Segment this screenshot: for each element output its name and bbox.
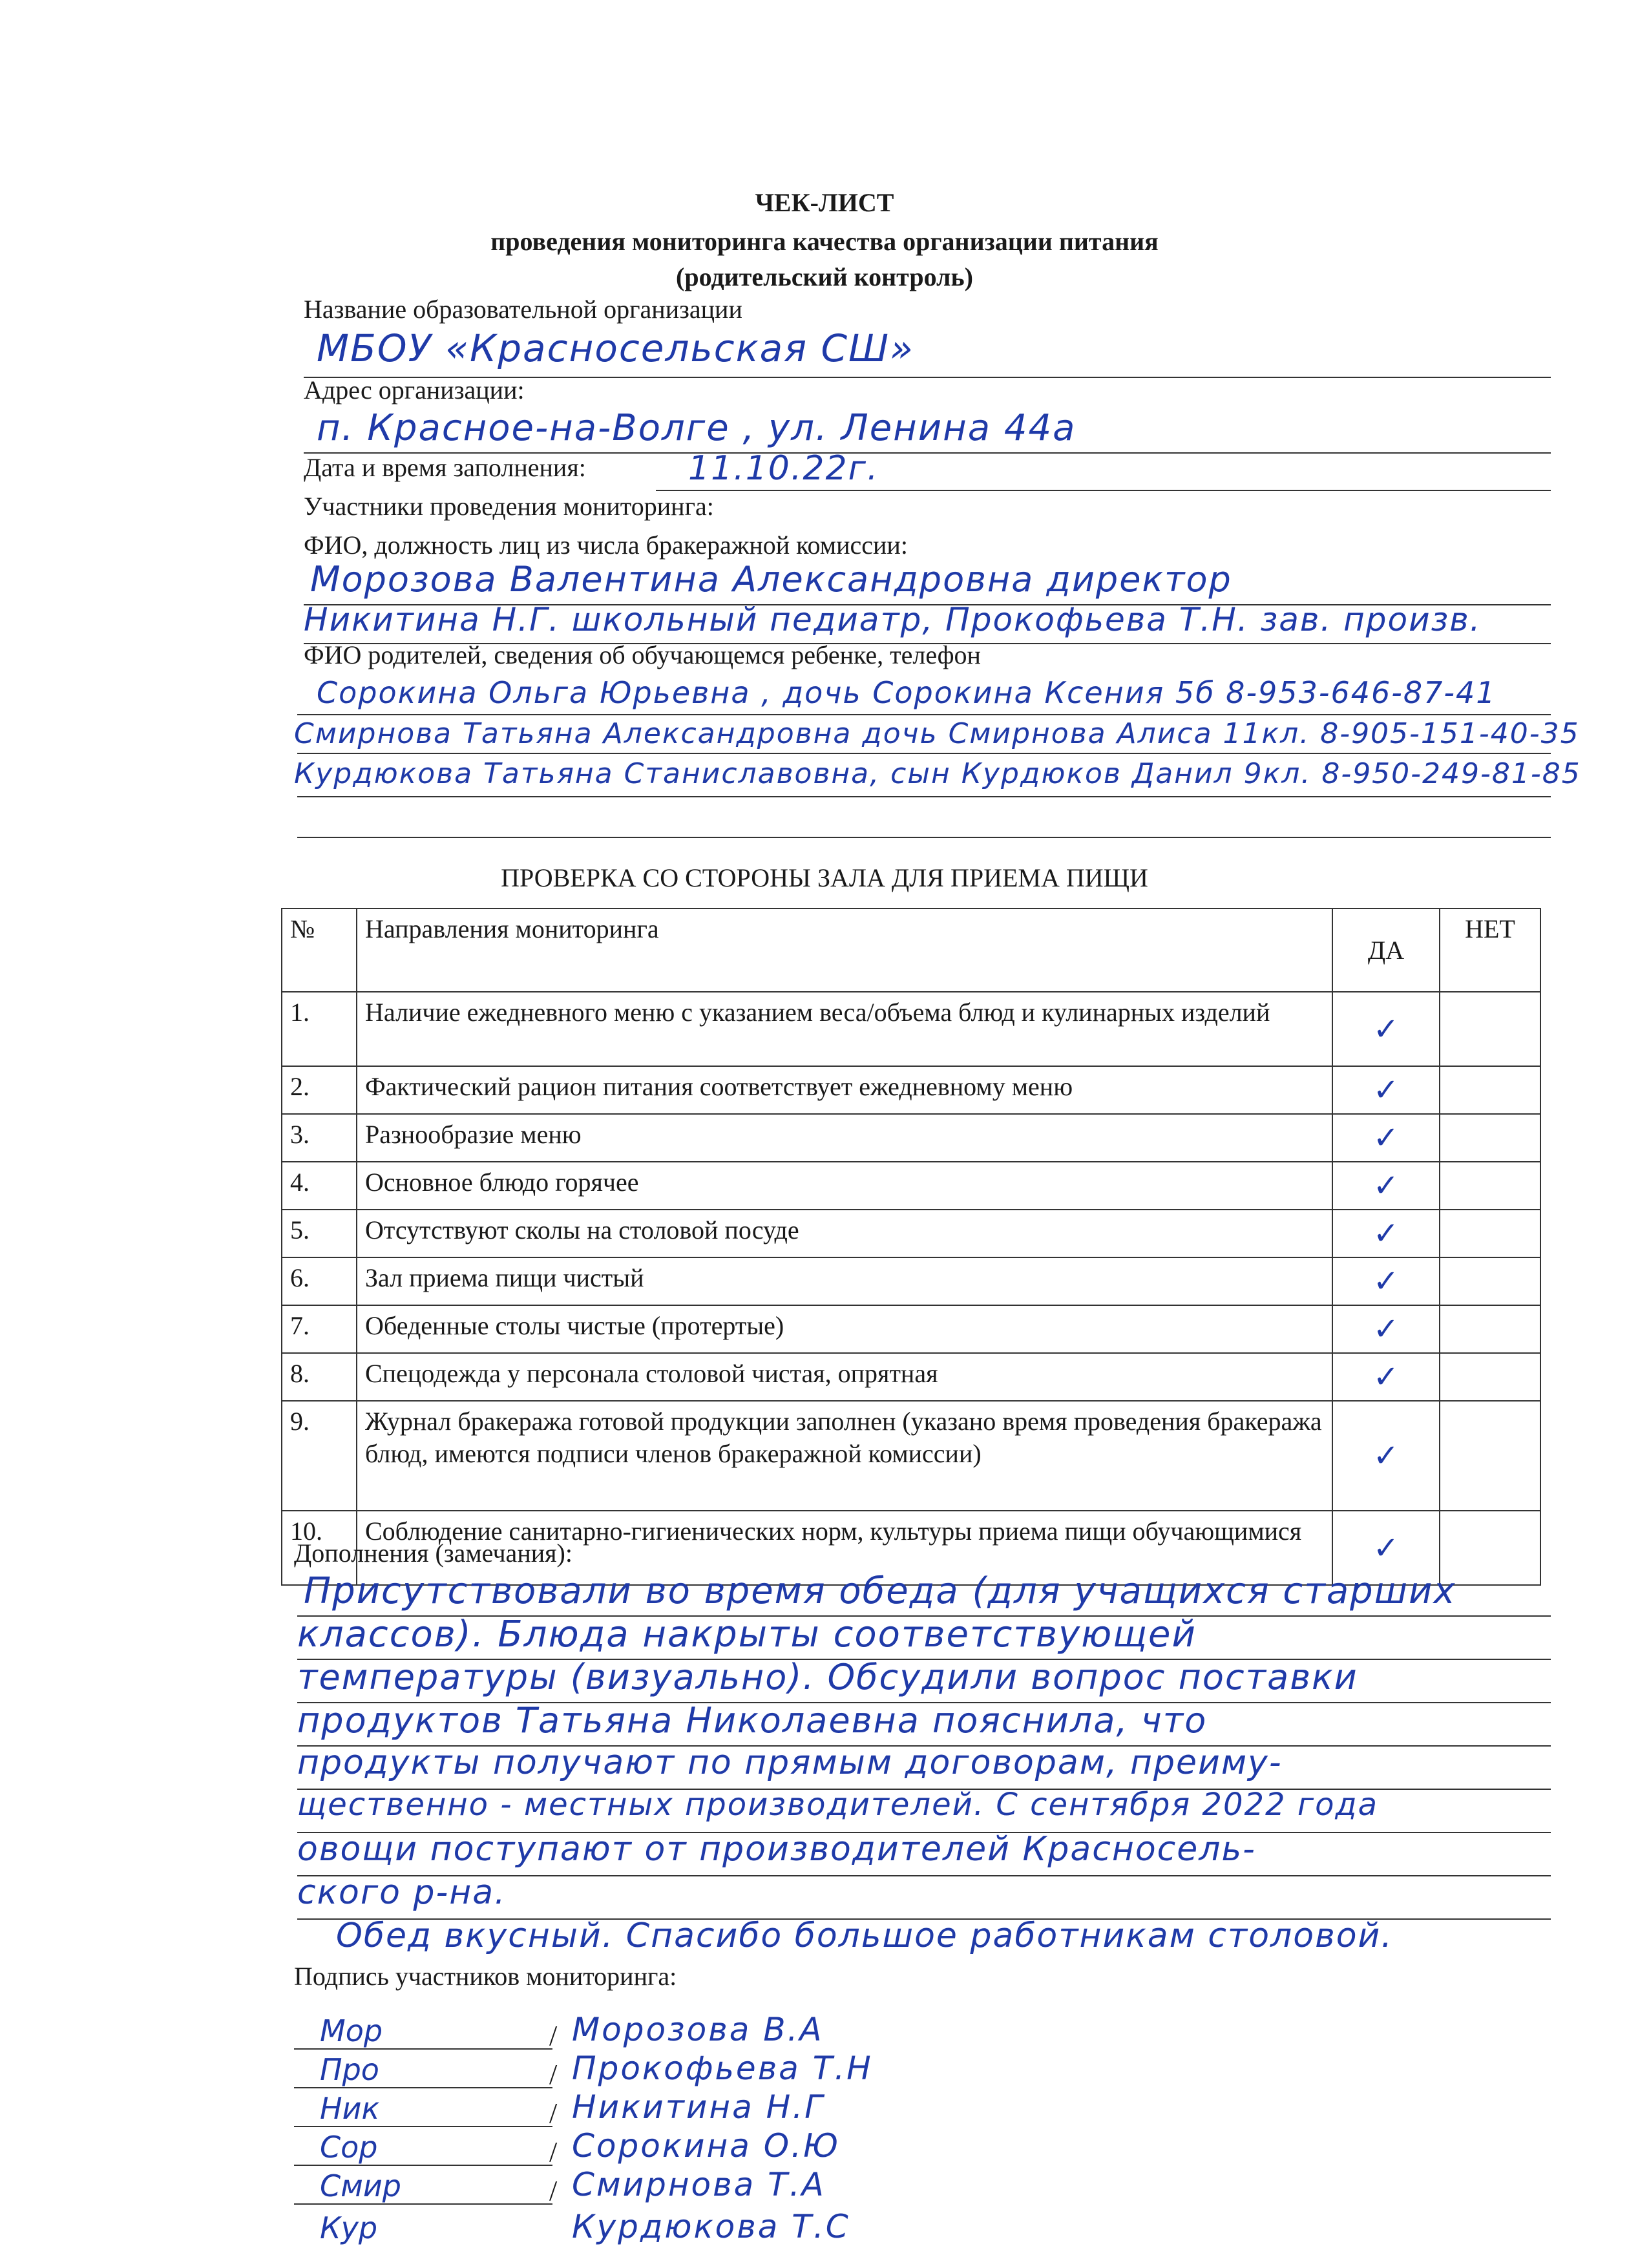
- row-text: Разнообразие меню: [357, 1114, 1332, 1162]
- signature-separator: /: [549, 2097, 558, 2129]
- section-title: ПРОВЕРКА СО СТОРОНЫ ЗАЛА ДЛЯ ПРИЕМА ПИЩИ: [501, 863, 1148, 892]
- row-text: Основное блюдо горячее: [357, 1162, 1332, 1210]
- signature-name: Морозова В.А: [572, 2011, 824, 2048]
- signature-name: Никитина Н.Г: [572, 2088, 824, 2126]
- remarks-line: продукты получают по прямым договорам, преиму-: [297, 1743, 1283, 1782]
- remarks-label: Дополнения (замечания):: [294, 1538, 572, 1568]
- check-mark-icon: ✓: [1332, 1305, 1440, 1353]
- participants-label: Участники проведения мониторинга:: [304, 492, 714, 521]
- signature-separator: /: [549, 2175, 558, 2207]
- row-no: [1440, 992, 1540, 1066]
- remarks-line: ского р-на.: [297, 1873, 507, 1912]
- commission-line-2: Никитина Н.Г. школьный педиатр, Прокофьева Т.Н. зав. произв.: [304, 601, 1482, 638]
- signature-name: Прокофьева Т.Н: [572, 2050, 873, 2087]
- row-num: 8.: [282, 1353, 357, 1401]
- header-direction: Направления мониторинга: [357, 908, 1332, 992]
- row-no: [1440, 1114, 1540, 1162]
- signature-scribble: Ник: [320, 2091, 380, 2126]
- table-row: [282, 1114, 1540, 1162]
- row-num: 9.: [282, 1401, 357, 1511]
- row-num: 1.: [282, 992, 357, 1066]
- table-row: [282, 992, 1540, 1066]
- parents-line-2: Смирнова Татьяна Александровна дочь Смирнова Алиса 11кл. 8-905-151-40-35: [294, 717, 1580, 750]
- org-name-label: Название образовательной организации: [304, 295, 742, 324]
- row-text: Спецодежда у персонала столовой чистая, опрятная: [357, 1353, 1332, 1401]
- table-row: [282, 1305, 1540, 1353]
- check-mark-icon: ✓: [1332, 1401, 1440, 1511]
- table-row: [282, 1162, 1540, 1210]
- date-label: Дата и время заполнения:: [304, 453, 586, 482]
- row-text: Отсутствуют сколы на столовой посуде: [357, 1210, 1332, 1257]
- check-mark-icon: ✓: [1332, 1257, 1440, 1305]
- row-text: Обеденные столы чистые (протертые): [357, 1305, 1332, 1353]
- row-no: [1440, 1257, 1540, 1305]
- table-row: [282, 1353, 1540, 1401]
- signature-name: Сорокина О.Ю: [572, 2127, 840, 2165]
- address-value: п. Красное-на-Волге , ул. Ленина 44а: [317, 407, 1077, 449]
- signature-separator: /: [549, 2020, 558, 2052]
- remarks-line: Присутствовали во время обеда (для учащихся старших: [304, 1570, 1456, 1612]
- table-header-row: [282, 908, 1540, 992]
- remarks-line: овощи поступают от производителей Красносель-: [297, 1830, 1256, 1869]
- checklist-table: [281, 908, 1541, 1586]
- signature-row: [294, 2194, 1005, 2252]
- document-subtitle-2: (родительский контроль): [676, 262, 973, 291]
- commission-label: ФИО, должность лиц из числа бракеражной комиссии:: [304, 530, 908, 560]
- check-mark-icon: ✓: [1332, 1114, 1440, 1162]
- signature-name: Смирнова Т.А: [572, 2166, 826, 2203]
- remarks-line: классов). Блюда накрыты соответствующей: [297, 1613, 1197, 1655]
- row-no: [1440, 1210, 1540, 1257]
- row-text: Соблюдение санитарно-гигиенических норм, культуры приема пищи обучающимися: [357, 1511, 1332, 1585]
- row-text: Журнал бракеража готовой продукции заполнен (указано время проведения бракеража блюд, имеются подписи членов бракеражной комиссии): [357, 1401, 1332, 1511]
- signature-scribble: Мор: [320, 2013, 383, 2048]
- check-mark-icon: ✓: [1332, 1210, 1440, 1257]
- table-row: [282, 1401, 1540, 1511]
- check-mark-icon: ✓: [1332, 992, 1440, 1066]
- signature-scribble: Про: [320, 2052, 379, 2087]
- row-text: Зал приема пищи чистый: [357, 1257, 1332, 1305]
- table-row: [282, 1210, 1540, 1257]
- date-value: 11.10.22г.: [688, 449, 879, 488]
- commission-line-1: Морозова Валентина Александровна директор: [310, 559, 1232, 600]
- parents-underline-3: [297, 796, 1551, 797]
- row-no: [1440, 1162, 1540, 1210]
- check-mark-icon: ✓: [1332, 1162, 1440, 1210]
- row-num: 7.: [282, 1305, 357, 1353]
- remarks-line: продуктов Татьяна Николаевна пояснила, что: [297, 1700, 1208, 1741]
- table-row: [282, 1257, 1540, 1305]
- header-yes: ДА: [1332, 908, 1440, 992]
- check-mark-icon: ✓: [1332, 1066, 1440, 1114]
- row-num: 3.: [282, 1114, 357, 1162]
- document-title: ЧЕК-ЛИСТ: [755, 188, 894, 217]
- remarks-line: щественно - местных производителей. С сентября 2022 года: [297, 1787, 1379, 1823]
- signature-scribble: Кур: [320, 2210, 378, 2245]
- row-no: [1440, 1066, 1540, 1114]
- signature-separator: /: [549, 2059, 558, 2090]
- table-row: [282, 1066, 1540, 1114]
- row-text: Наличие ежедневного меню с указанием веса/объема блюд и кулинарных изделий: [357, 992, 1332, 1066]
- row-text: Фактический рацион питания соответствует ежедневному меню: [357, 1066, 1332, 1114]
- row-num: 2.: [282, 1066, 357, 1114]
- document-subtitle: проведения мониторинга качества организации питания: [490, 227, 1159, 256]
- parents-line-1: Сорокина Ольга Юрьевна , дочь Сорокина Ксения 5б 8-953-646-87-41: [317, 675, 1497, 710]
- signature-name: Курдюкова Т.С: [572, 2208, 850, 2245]
- row-no: [1440, 1401, 1540, 1511]
- signature-scribble: Сор: [320, 2130, 378, 2165]
- row-no: [1440, 1353, 1540, 1401]
- parents-underline-4: [297, 837, 1551, 838]
- row-num: 4.: [282, 1162, 357, 1210]
- signature-scribble: Смир: [320, 2168, 401, 2203]
- address-label: Адрес организации:: [304, 375, 525, 404]
- parents-label: ФИО родителей, сведения об обучающемся ребенке, телефон: [304, 640, 981, 669]
- remarks-line: Обед вкусный. Спасибо большое работникам столовой.: [336, 1916, 1393, 1955]
- signature-row: [294, 1938, 1005, 1997]
- header-no: НЕТ: [1440, 908, 1540, 992]
- check-mark-icon: ✓: [1332, 1511, 1440, 1585]
- check-mark-icon: ✓: [1332, 1353, 1440, 1401]
- remarks-line: температуры (визуально). Обсудили вопрос поставки: [297, 1657, 1358, 1697]
- parents-underline-2: [297, 753, 1551, 754]
- row-no: [1440, 1305, 1540, 1353]
- row-num: 10.: [282, 1511, 357, 1585]
- parents-line-3: Курдюкова Татьяна Станиславовна, сын Курдюков Данил 9кл. 8-950-249-81-85: [294, 757, 1581, 790]
- header-num: №: [282, 908, 357, 992]
- row-num: 5.: [282, 1210, 357, 1257]
- signature-separator: /: [549, 2136, 558, 2168]
- org-name-value: МБОУ «Красносельская СШ»: [317, 326, 914, 370]
- row-num: 6.: [282, 1257, 357, 1305]
- signatures-label: Подпись участников мониторинга:: [294, 1962, 677, 1991]
- parents-underline-1: [297, 714, 1551, 715]
- date-underline: [656, 490, 1551, 491]
